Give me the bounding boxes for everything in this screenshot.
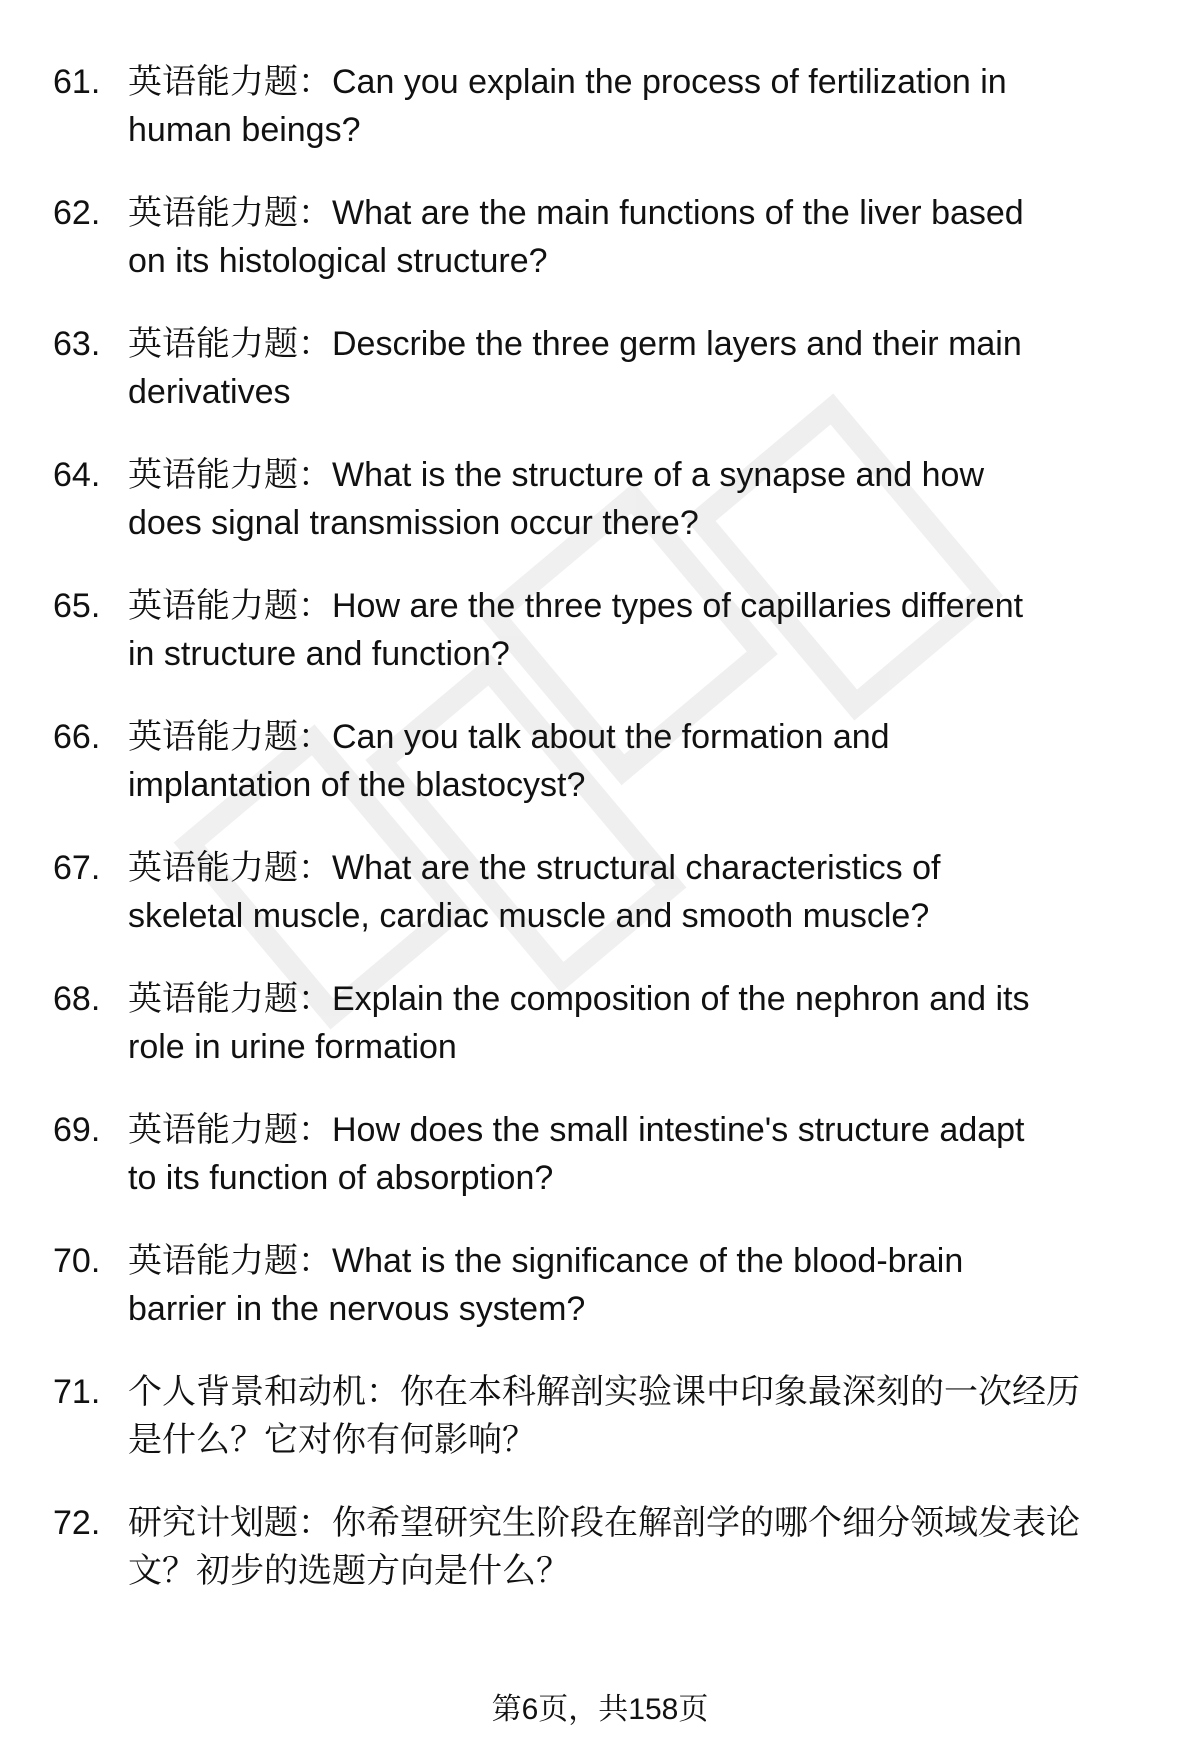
question-text bbox=[128, 320, 1022, 416]
question-item bbox=[0, 451, 1200, 582]
question-item bbox=[0, 713, 1200, 844]
page-footer: 第6页，共158页 bbox=[491, 1693, 709, 1726]
question-line: 个人背景和动机：你在本科解剖实验课中印象最深刻的一次经历 bbox=[128, 1373, 1080, 1411]
question-line: in structure and function? bbox=[128, 635, 510, 673]
question-item bbox=[0, 975, 1200, 1106]
question-line: 文？初步的选题方向是什么？ bbox=[128, 1552, 570, 1590]
question-number: 64. bbox=[53, 456, 101, 494]
question-text bbox=[128, 1106, 1025, 1202]
question-list bbox=[0, 58, 1200, 1630]
question-line: 研究计划题：你希望研究生阶段在解剖学的哪个细分领域发表论 bbox=[128, 1504, 1080, 1542]
question-line: implantation of the blastocyst? bbox=[128, 766, 586, 804]
question-number: 61. bbox=[53, 63, 101, 101]
question-number: 70. bbox=[53, 1242, 101, 1280]
question-number: 69. bbox=[53, 1111, 101, 1149]
question-line: 英语能力题：Can you talk about the formation and bbox=[128, 718, 890, 756]
question-line: 英语能力题：Explain the composition of the nephron and its bbox=[128, 980, 1030, 1018]
question-text bbox=[128, 1499, 1080, 1595]
question-number: 62. bbox=[53, 194, 101, 232]
question-text bbox=[128, 189, 1024, 285]
question-text bbox=[128, 451, 984, 547]
question-line: barrier in the nervous system? bbox=[128, 1290, 586, 1328]
question-text bbox=[128, 975, 1029, 1071]
question-item bbox=[0, 844, 1200, 975]
question-text bbox=[128, 844, 940, 940]
question-item bbox=[0, 58, 1200, 189]
question-item bbox=[0, 582, 1200, 713]
question-line: derivatives bbox=[128, 373, 291, 411]
question-line: 英语能力题：How does the small intestine's structure adapt bbox=[128, 1111, 1025, 1149]
question-line: 英语能力题：What is the structure of a synapse and how bbox=[128, 456, 985, 494]
question-line: role in urine formation bbox=[128, 1028, 457, 1066]
question-line: 英语能力题：Describe the three germ layers and their main bbox=[128, 325, 1022, 363]
question-item bbox=[0, 1368, 1200, 1499]
question-number: 68. bbox=[53, 980, 101, 1018]
question-line: human beings? bbox=[128, 111, 361, 149]
question-number: 67. bbox=[53, 849, 101, 887]
question-item bbox=[0, 189, 1200, 320]
question-item bbox=[0, 320, 1200, 451]
question-item bbox=[0, 1499, 1200, 1630]
question-number: 66. bbox=[53, 718, 101, 756]
question-number: 65. bbox=[53, 587, 101, 625]
question-item bbox=[0, 1237, 1200, 1368]
question-line: 英语能力题：What is the significance of the blood-brain bbox=[128, 1242, 964, 1280]
question-text bbox=[128, 1368, 1080, 1464]
question-text bbox=[128, 582, 1023, 678]
question-line: 英语能力题：How are the three types of capillaries different bbox=[128, 587, 1024, 625]
question-line: 英语能力题：What are the main functions of the liver based bbox=[128, 194, 1024, 232]
question-line: skeletal muscle, cardiac muscle and smooth muscle? bbox=[128, 897, 930, 935]
question-number: 71. bbox=[53, 1373, 101, 1411]
question-text bbox=[128, 713, 890, 809]
question-line: on its histological structure? bbox=[128, 242, 548, 280]
question-number: 72. bbox=[53, 1504, 101, 1542]
question-number: 63. bbox=[53, 325, 101, 363]
question-item bbox=[0, 1106, 1200, 1237]
question-text bbox=[128, 1237, 963, 1333]
question-line: to its function of absorption? bbox=[128, 1159, 554, 1197]
question-line: 是什么？它对你有何影响？ bbox=[128, 1421, 536, 1459]
question-text bbox=[128, 58, 1007, 154]
question-line: 英语能力题：What are the structural characteristics of bbox=[128, 849, 941, 887]
question-line: 英语能力题：Can you explain the process of fertilization in bbox=[128, 63, 1007, 101]
question-line: does signal transmission occur there? bbox=[128, 504, 699, 542]
